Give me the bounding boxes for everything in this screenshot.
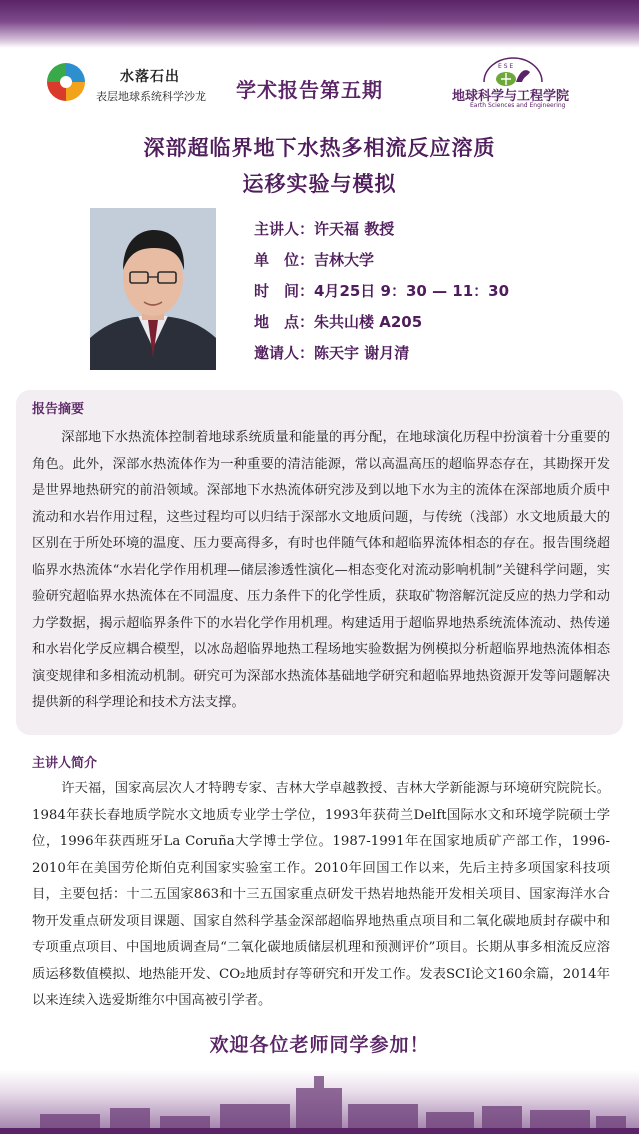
- affiliation-row: 单 位：吉林大学: [254, 251, 375, 269]
- top-gradient-band: [0, 0, 639, 48]
- salon-name: 水落石出: [120, 69, 180, 85]
- issue-title: 学术报告第五期: [236, 78, 383, 102]
- bio-label: 主讲人简介: [32, 756, 98, 771]
- bio-text: 许天福，国家高层次人才特聘专家、吉林大学卓越教授、吉林大学新能源与环境研究院院长。1984年获长春地质学院水文地质专业学士学位，1993年获荷兰Delft国际水文和环境学院硕士学位，1996年获西班牙La Coruña大学博士学位。1987-1991年在国家地质矿产部工作，1996-2010年在美国劳伦斯伯克利国家实验室工作。2010年回国工作以来，先后主持多项国家科技项目，主要包括：十二五国家863和十三五国家重点研发干热岩地热能开发相关项目、国家海洋水合物开发重点研发项目课题、国家自然科学基金深部超临界地热重点项目和二氧化碳地质封存碳中和专项重点项目、中国地质调查局“二氧化碳地质储层机理和预测评价”项目。长期从事多相流反应溶质运移数值模拟、地热能开发、CO₂地质封存等研究和开发工作。发表SCI论文160余篇，2014年以来连续入选爱斯维尔中国高被引学者。: [32, 781, 610, 1008]
- welcome-message: 欢迎各位老师同学参加！: [209, 1034, 430, 1056]
- abstract-text: 深部地下水热流体控制着地球系统质量和能量的再分配，在地球演化历程中扮演着十分重要的角色。此外，深部水热流体作为一种重要的清洁能源，常以高温高压的超临界态存在，其勘探开发是世界地热研究的前沿领域。深部地下水热流体研究涉及到以地下水为主的流体在深部地质介质中流动和水岩作用过程，这些过程均可以归结于深部水文地质问题，与传统（浅部）水文地质最大的区别在于所处环境的温度、压力要高得多，有时也伴随气体和超临界流体相态的存在。报告围绕超临界水热流体“水岩化学作用机理—储层渗透性演化—相态变化对流动影响机制”关键科学问题，实验研究超临界水热流体在不同温度、压力条件下的化学性质，获取矿物溶解沉淀反应的热力学和动力学数据，揭示超临界条件下的水岩化学作用机理。构建适用于超临界地热系统流体流动、热传递和水岩化学反应耦合模型，以冰岛超临界地热工程场地实验数据为例模拟分析超临界地热流体相态演变规律和多相流动机制。研究可为深部水热流体基础地学研究和超临界地热资源开发等问题解决提供新的科学理论和技术方法支撑。: [32, 430, 610, 710]
- event-info: [254, 218, 509, 373]
- report-title-line2: 运移实验与模拟: [242, 172, 397, 196]
- abstract-label: 报告摘要: [32, 402, 85, 417]
- header: [0, 52, 639, 122]
- speaker-portrait: [90, 208, 216, 370]
- salon-subtitle: 表层地球系统科学沙龙: [96, 90, 206, 103]
- salon-logo-icon: [46, 62, 86, 102]
- report-title-line1: 深部超临界地下水热多相流反应溶质: [143, 136, 496, 160]
- school-name-en: Earth Sciences and Engineering: [470, 102, 566, 109]
- school-name: 地球科学与工程学院: [452, 89, 570, 104]
- host-row: 邀请人：陈天宇 谢月清: [254, 344, 410, 362]
- location-row: 地 点：朱共山楼 A205: [254, 313, 423, 331]
- campus-skyline-illustration: [0, 1070, 639, 1134]
- speaker-row: 主讲人：许天福 教授: [254, 220, 395, 238]
- time-row: 时 间：4月25日 9：30 — 11：30: [254, 282, 510, 300]
- school-logo-letters: E S E: [498, 63, 514, 70]
